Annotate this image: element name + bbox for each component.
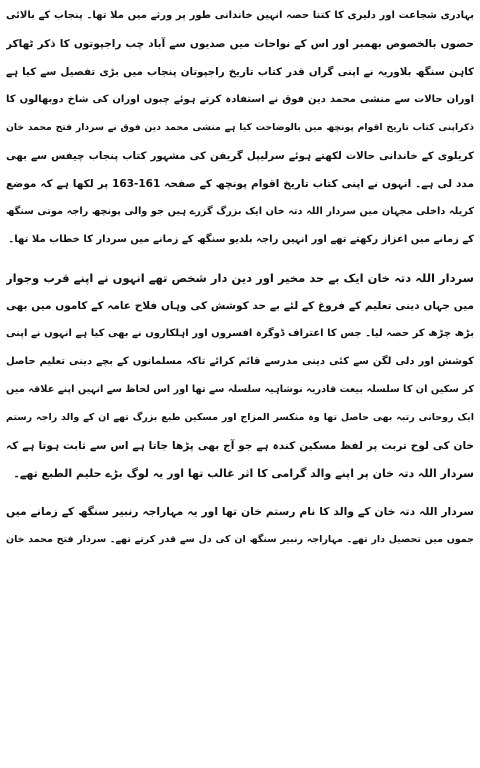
text-line: مدد لی ہے۔ انہوں نے اپنی کتاب تاریخ اقوام پونچھ کے صفحہ 161-163 پر لکھا ہے کہ موضع [6,178,474,190]
paragraph-2 [6,264,474,488]
text-line: میں جہاں دینی تعلیم کے فروغ کے لئے بے حد کوشش کی وہاں فلاح عامہ کے کاموں میں بھی [6,300,474,312]
text-line: بڑھ چڑھ کر حصہ لیا۔ جس کا اعتراف ڈوگرہ افسروں اور اہلکاروں نے بھی کیا ہے انہوں نے اپنی [6,328,474,339]
text-line: کر سکیں ان کا سلسلہ بیعت قادریہ نوشاہیہ سلسلہ سے تھا اور اس لحاظ سے انہیں اپنے علاقہ میں [6,384,474,395]
text-line: سردار اللہ دتہ خان ایک بے حد مخیر اور دین دار شخص تھے انہوں نے اپنے قرب وجوار [6,271,474,285]
text-line: کے زمانے میں اعزاز رکھتے تھے اور انہیں راجہ بلدیو سنگھ کے زمانے میں سردار کا خطاب ملا تھا۔ [8,234,474,245]
paragraph-3 [6,498,474,554]
text-line: جموں میں تحصیل دار تھے۔ مہاراجہ رنبیر سنگھ ان کی دل سے قدر کرتے تھے۔ سردار فتح محمد خان [6,534,474,545]
text-line: کریلوی کے خاندانی حالات لکھتے ہوئے سرلیپل گریفن کی مشہور کتاب پنجاب چیفس سے بھی [6,150,474,162]
text-line: ذکراپنی کتاب تاریخ اقوام پونچھ میں بالوضاحت کیا ہے منشی محمد دین فوق نے سردار فتح محمد خان [6,122,474,133]
text-line: کوشش اور دلی لگن سے کئی دینی مدرسے قائم کرائے تاکہ مسلمانوں کے بچے دینی تعلیم حاصل [6,356,474,367]
paragraph-1 [6,2,474,254]
text-line: خان کی لوح تربت پر لفظ مسکین کندہ ہے جو آج بھی پڑھا جاتا ہے اس سے ثابت ہوتا ہے کہ [6,440,474,452]
paragraph-gap [6,254,474,264]
text-line: کریلہ داخلی مجہان میں سردار اللہ دتہ خان ایک بزرگ گزرے ہیں جو والی پونچھ راجہ موتی سنگھ [6,206,474,217]
text-line: ایک روحانی رتبہ بھی حاصل تھا وہ منکسر المزاج اور مسکین طبع بزرگ تھے ان کے والد راجہ رستم [6,412,474,423]
urdu-text-body [6,2,474,554]
text-line: بہادری شجاعت اور دلیری کا کتنا حصہ انہیں خاندانی طور پر ورثے میں ملا تھا۔ پنجاب کے بالائی [6,10,474,21]
paragraph-gap [6,488,474,498]
text-line: اوران حالات سے منشی محمد دین فوق نے استفادہ کرتے ہوئے چبوں اوران کی شاخ دوبھالوں کا [6,94,474,105]
text-line: سردار اللہ دتہ خان کے والد کا نام رستم خان تھا اور یہ مہاراجہ رنبیر سنگھ کے زمانے میں [6,505,474,518]
text-line: سردار اللہ دتہ خان پر اپنے والد گرامی کا اثر غالب تھا اور یہ لوگ بڑے حلیم الطبع تھے۔ [13,467,474,480]
text-line: حصوں بالخصوص بھمبر اور اس کے نواحات میں صدیوں سے آباد چب راجپوتوں کا ذکر ٹھاکر [6,38,474,50]
text-line: کاہن سنگھ بلاوریہ نے اپنی گراں قدر کتاب تاریخ راجپوتان پنجاب میں بڑی تفصیل سے کیا ہے [6,66,474,78]
